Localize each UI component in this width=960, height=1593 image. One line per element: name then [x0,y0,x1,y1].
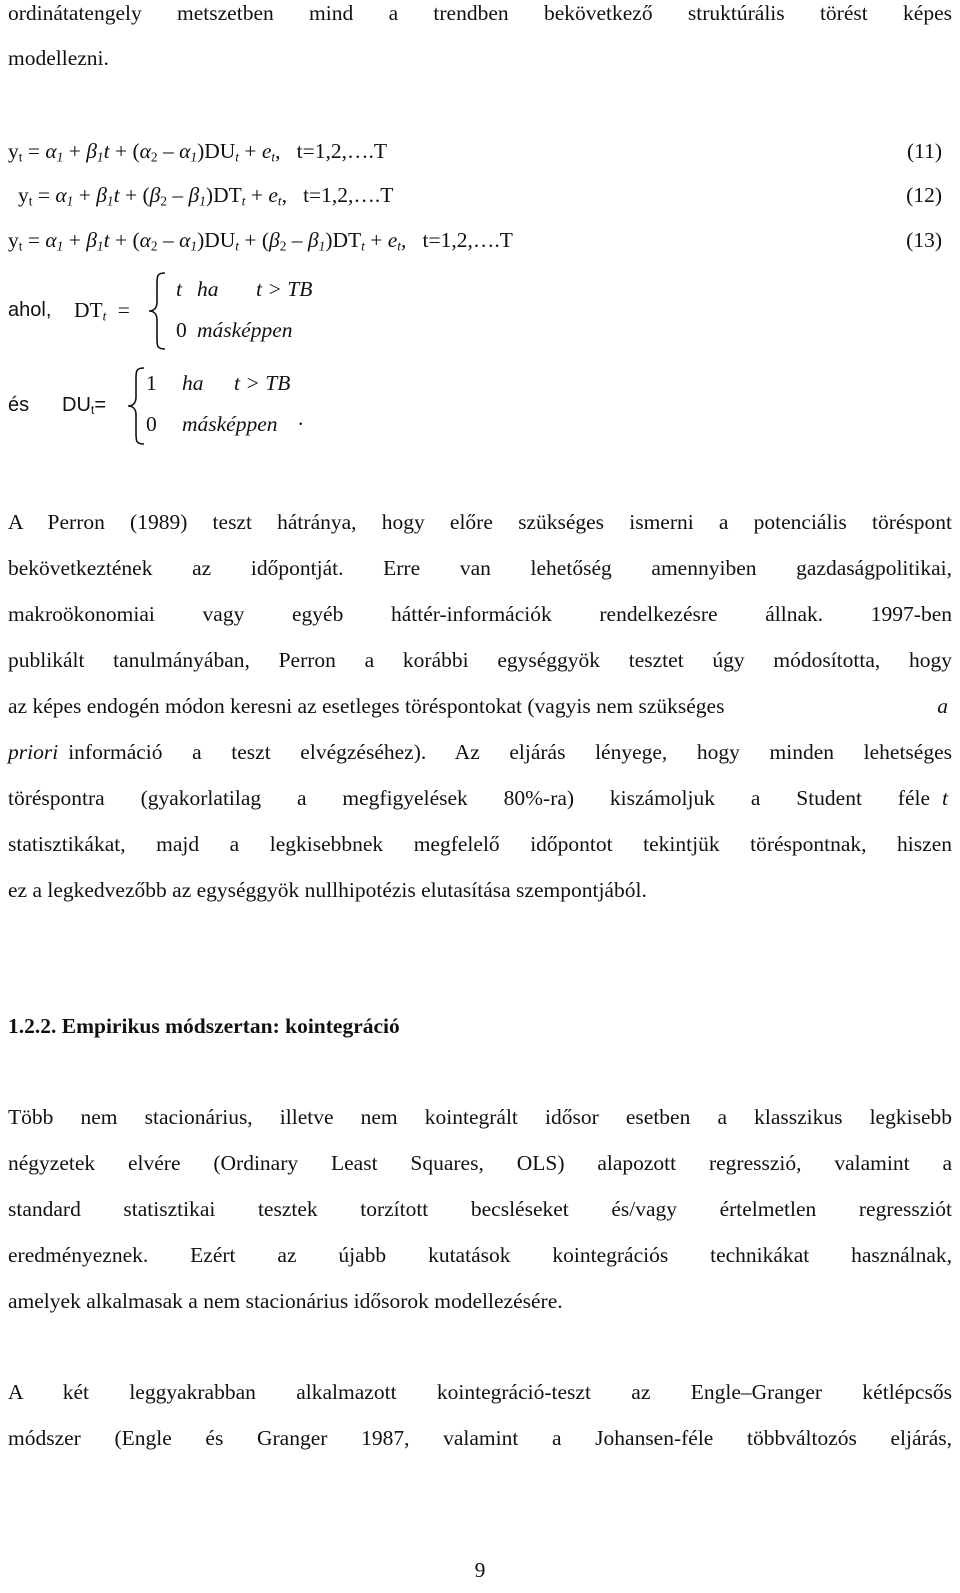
section-heading: 1.2.2. Empirikus módszertan: kointegráció [8,1014,400,1038]
intro-line-2: modellezni. [8,46,109,70]
equation-12-range: t=1,2,….T [303,183,394,207]
equation-12-number: (12) [906,183,942,207]
dt-ahol-label: ahol, [8,299,52,321]
intro-line-1: ordinátatengely metszetben mind a trendben bekövetkező struktúrális törést képes [8,1,952,25]
para1-line-2: bekövetkeztének az időpontját. Erre van lehetőség amennyiben gazdaságpolitikai, [8,556,952,580]
dt-lhs: $DT_t$ = [74,298,130,324]
para1-line-9: ez a legkedvezőbb az egységgyök nullhipotézis elutasítása szempontjából. [8,878,647,902]
para1-line-4: publikált tanulmányában, Perron a korábbi egységgyök tesztet úgy módosította, hogy [8,648,952,672]
equation-13-number: (13) [906,228,942,252]
du-left-brace-icon [124,365,148,447]
para1-line-1: A Perron (1989) teszt hátránya, hogy előre szükséges ismerni a potenciális töréspont [8,510,952,534]
para2-line-4: eredményeznek. Ezért az újabb kutatások kointegrációs technikákat használnak, [8,1243,952,1267]
du-case-2-text: másképpen [182,412,278,436]
para2-line-1: Több nem stacionárius, illetve nem kointegrált idősor esetben a klasszikus legkisebb [8,1105,952,1129]
du-es-label: és [8,394,30,416]
du-period: . [298,406,304,430]
dt-case-2-text: másképpen [197,318,293,342]
para1-line-6: priori információ a teszt elvégzéséhez). Az eljárás lényege, hogy minden lehetséges [8,740,952,764]
para2-line-2: négyzetek elvére (Ordinary Least Squares, OLS) alapozott regresszió, valamint a [8,1151,952,1175]
equation-13-range: t=1,2,….T [422,228,513,252]
du-case-2-value: 0 [146,412,157,436]
du-case-1-condition: t > TB [234,371,291,395]
equation-13: $y_t = \alpha_1 + \beta_1t + (\alpha_2 - \alpha_1)DU_t + (\beta_2 - \beta_1)DT_t + e_t$, t=1,2,….T [8,228,513,254]
du-case-1-ha: ha [182,371,204,395]
para2-line-5: amelyek alkalmasak a nem stacionárius idősorok modellezésére. [8,1289,563,1313]
equation-11-range: t=1,2,….T [296,139,387,163]
equation-11-number: (11) [906,139,942,163]
dt-left-brace-icon [145,270,169,352]
para2-line-3: standard statisztikai tesztek torzított becsléseket és/vagy értelmetlen regressziót [8,1197,952,1221]
para3-line-2: módszer (Engle és Granger 1987, valamint a Johansen-féle többváltozós eljárás, [8,1426,952,1450]
para1-line-3: makroökonomiai vagy egyéb háttér-információk rendelkezésre állnak. 1997-ben [8,602,952,626]
du-lhs: $DU_t=$ [62,394,107,418]
dt-case-1-value: t [176,277,182,301]
dt-case-1-condition: t > TB [256,277,313,301]
dt-case-1-ha: ha [197,277,219,301]
para1-line-5: az képes endogén módon keresni az esetleges töréspontokat (vagyis nem szükséges a [8,694,948,718]
para1-line-7: töréspontra (gyakorlatilag a megfigyelések 80%-ra) kiszámoljuk a Student féle t [8,786,948,810]
equation-11: $y_t = \alpha_1 + \beta_1t + (\alpha_2 - \alpha_1)DU_t + e_t$, t=1,2,….T [8,139,387,165]
du-case-1-value: 1 [146,371,157,395]
para1-line-8: statisztikákat, majd a legkisebbnek megfelelő időpontot tekintjük töréspontnak, hiszen [8,832,952,856]
para3-line-1: A két leggyakrabban alkalmazott kointegráció-teszt az Engle–Granger kétlépcsős [8,1380,952,1404]
dt-case-2-value: 0 [176,318,187,342]
equation-12: $y_t = \alpha_1 + \beta_1t + (\beta_2 - \beta_1)DT_t + e_t$, t=1,2,….T [18,183,394,209]
page-number: 9 [474,1558,486,1582]
